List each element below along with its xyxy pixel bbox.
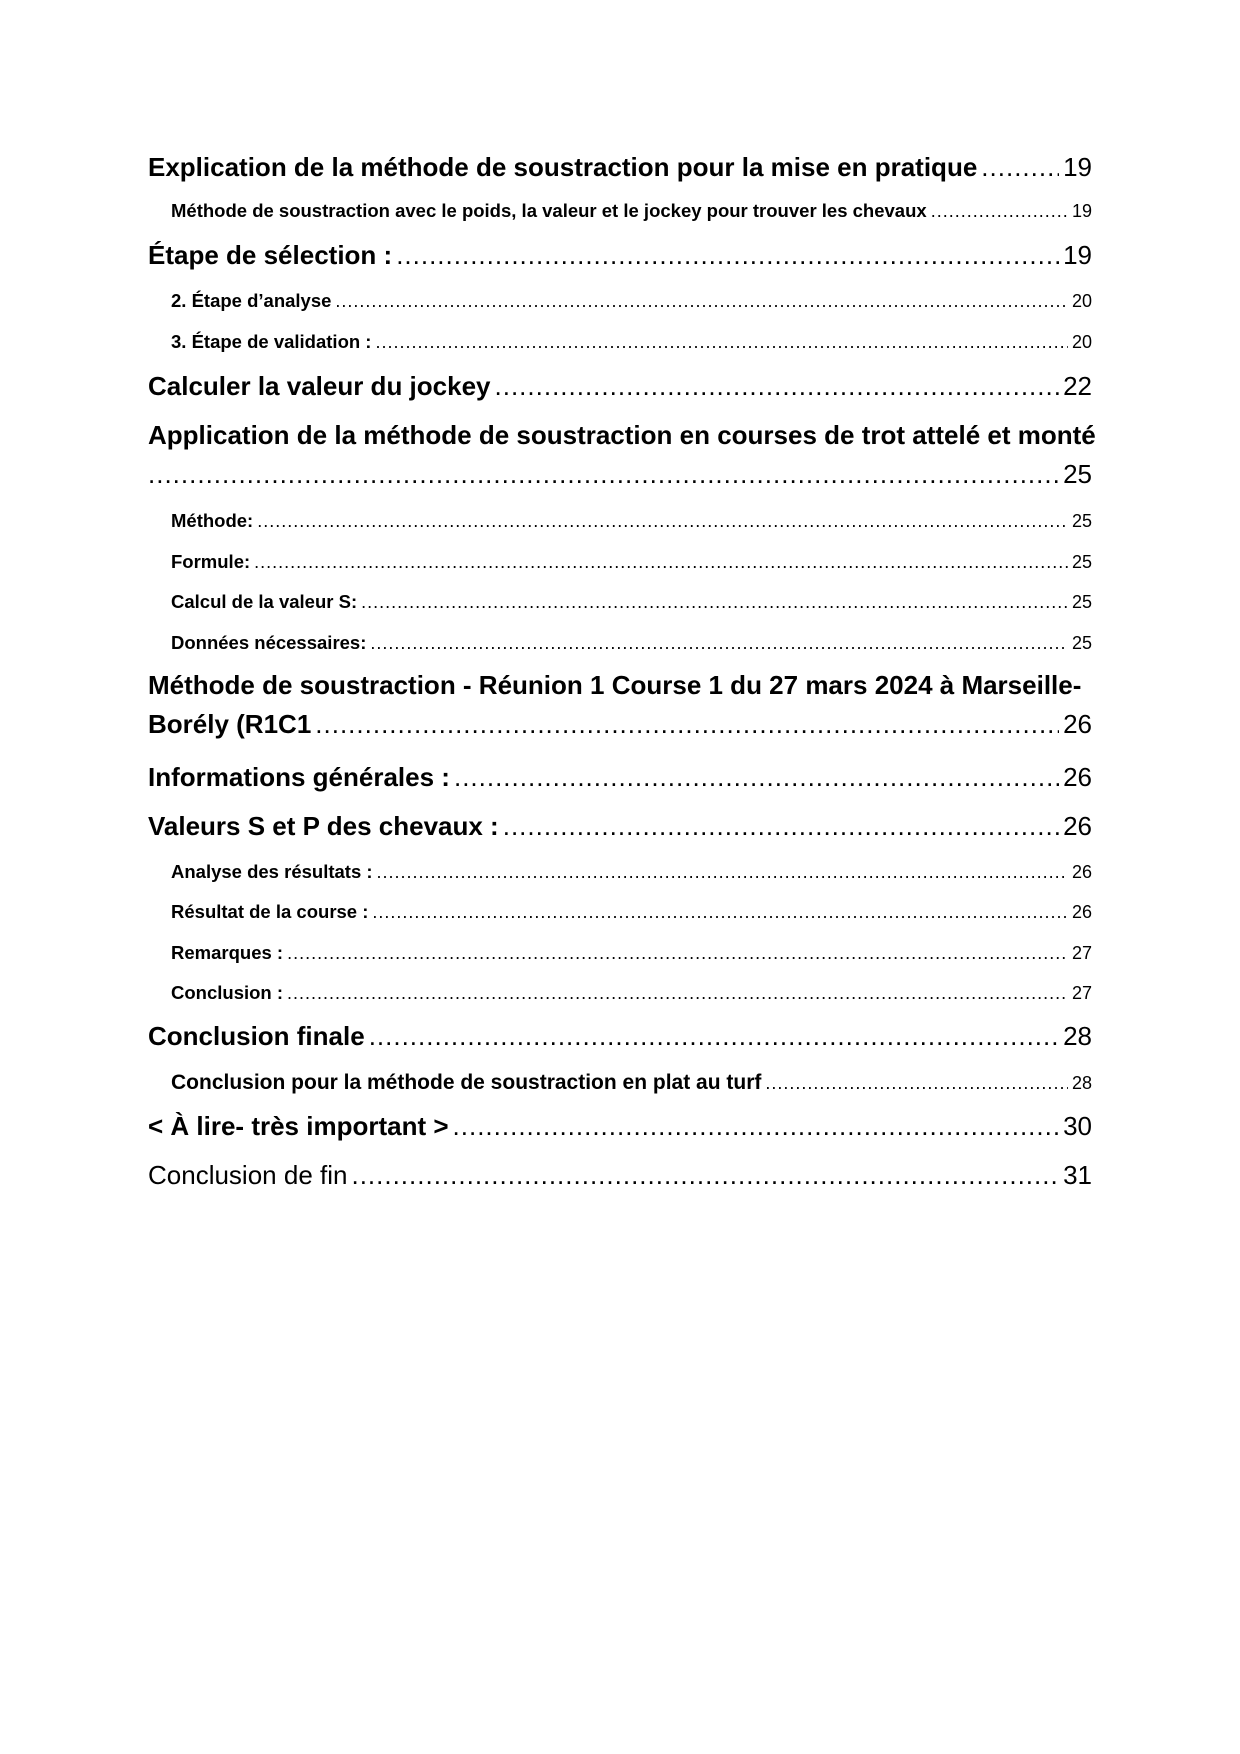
toc-entry-page: 22 [1063, 371, 1092, 401]
toc-entry-title: Valeurs S et P des chevaux : [148, 811, 499, 841]
dot-leader [372, 902, 1068, 923]
toc-entry-page: 28 [1071, 1073, 1092, 1093]
toc-entry-title: Remarques : [171, 942, 284, 963]
toc-entry[interactable] [148, 152, 1092, 183]
toc-entry-title: < À lire- très important > [148, 1111, 449, 1141]
dot-leader [981, 152, 1059, 183]
toc-entry-title: Application de la méthode de soustraction en courses de trot attelé et monté [148, 420, 1096, 450]
dot-leader [453, 1111, 1060, 1142]
toc-entry-title: 2. Étape d’analyse [171, 290, 332, 311]
toc-entry-page: 19 [1063, 240, 1092, 270]
dot-leader [495, 371, 1060, 402]
toc-entry[interactable] [148, 371, 1092, 402]
toc-entry[interactable] [148, 1021, 1092, 1052]
toc-entry-page: 25 [1071, 511, 1092, 531]
toc-entry-title: Méthode de soustraction - Réunion 1 Course 1 du 27 mars 2024 à Marseille- [148, 670, 1082, 700]
dot-leader [287, 943, 1068, 964]
toc-entry-title: Formule: [171, 551, 251, 572]
dot-leader [503, 811, 1059, 842]
dot-leader [148, 459, 1059, 490]
dot-leader [377, 862, 1068, 883]
toc-entry-title: Étape de sélection : [148, 240, 393, 270]
toc-entry-page: 26 [1063, 811, 1092, 841]
toc-entry-page: 30 [1063, 1111, 1092, 1141]
toc-entry-title: Explication de la méthode de soustraction pour la mise en pratique [148, 152, 978, 182]
toc-entry-page: 28 [1063, 1021, 1092, 1051]
toc-entry-page: 20 [1071, 291, 1092, 311]
toc-entry-page: 19 [1071, 201, 1092, 221]
dot-leader [765, 1073, 1068, 1094]
toc-entry-page: 20 [1071, 332, 1092, 352]
dot-leader [254, 552, 1068, 573]
toc-entry-page: 26 [1063, 762, 1092, 792]
toc-entry-page: 27 [1071, 943, 1092, 963]
toc-entry[interactable] [148, 942, 1092, 964]
toc-entry-title: Conclusion de fin [148, 1160, 348, 1190]
toc-entry-page: 26 [1063, 709, 1092, 739]
toc-entry[interactable] [148, 670, 1092, 740]
toc-entry[interactable] [148, 420, 1096, 490]
toc-entry-page: 19 [1063, 152, 1092, 182]
toc-entry-title: Données nécessaires: [171, 632, 367, 653]
toc-entry-title: Résultat de la course : [171, 901, 369, 922]
dot-leader [375, 332, 1068, 353]
dot-leader [287, 983, 1068, 1004]
toc-entry-page: 25 [1071, 592, 1092, 612]
toc-entry[interactable] [148, 331, 1092, 353]
dot-leader [396, 240, 1059, 271]
toc-entry[interactable] [148, 551, 1092, 573]
dot-leader [454, 762, 1059, 793]
toc-entry-title: Méthode de soustraction avec le poids, la valeur et le jockey pour trouver les chevaux [171, 200, 927, 221]
toc-entry[interactable] [148, 200, 1092, 222]
dot-leader [257, 511, 1068, 532]
toc-entry-page: 27 [1071, 983, 1092, 1003]
toc-entry[interactable] [148, 632, 1092, 654]
toc-entry-title: Analyse des résultats : [171, 861, 373, 882]
toc-entry[interactable] [148, 762, 1092, 793]
toc-entry[interactable] [148, 240, 1092, 271]
toc-entry[interactable] [148, 811, 1092, 842]
toc-entry-page: 26 [1071, 862, 1092, 882]
toc-entry[interactable] [148, 982, 1092, 1004]
toc-entry[interactable] [148, 510, 1092, 532]
toc-entry-title: Conclusion : [171, 982, 284, 1003]
toc-entry-page: 26 [1071, 902, 1092, 922]
dot-leader [369, 1021, 1059, 1052]
toc-entry-title: Conclusion pour la méthode de soustraction en plat au turf [171, 1071, 762, 1094]
toc-entry-title: Conclusion finale [148, 1021, 365, 1051]
toc-entry[interactable] [148, 1111, 1092, 1142]
toc-entry-title: 3. Étape de validation : [171, 331, 372, 352]
toc-entry-page: 31 [1063, 1160, 1092, 1190]
toc-entry-page: 25 [1071, 552, 1092, 572]
toc-entry-title: Méthode: [171, 510, 254, 531]
dot-leader [351, 1160, 1059, 1191]
dot-leader [335, 291, 1068, 312]
toc-entry[interactable] [148, 1160, 1092, 1191]
toc-entry[interactable] [148, 901, 1092, 923]
dot-leader [315, 709, 1059, 740]
dot-leader [370, 633, 1068, 654]
toc-entry[interactable] [148, 1071, 1092, 1095]
toc-entry[interactable] [148, 591, 1092, 613]
toc-entry-title: Informations générales : [148, 762, 450, 792]
dot-leader [931, 201, 1068, 222]
toc-entry-title-continued: Borély (R1C1 [148, 709, 312, 739]
toc-entry-page: 25 [1063, 459, 1092, 489]
toc-entry-title: Calculer la valeur du jockey [148, 371, 491, 401]
toc-entry-title: Calcul de la valeur S: [171, 591, 358, 612]
dot-leader [361, 592, 1068, 613]
toc-entry[interactable] [148, 861, 1092, 883]
toc-entry-page: 25 [1071, 633, 1092, 653]
toc-entry[interactable] [148, 290, 1092, 312]
